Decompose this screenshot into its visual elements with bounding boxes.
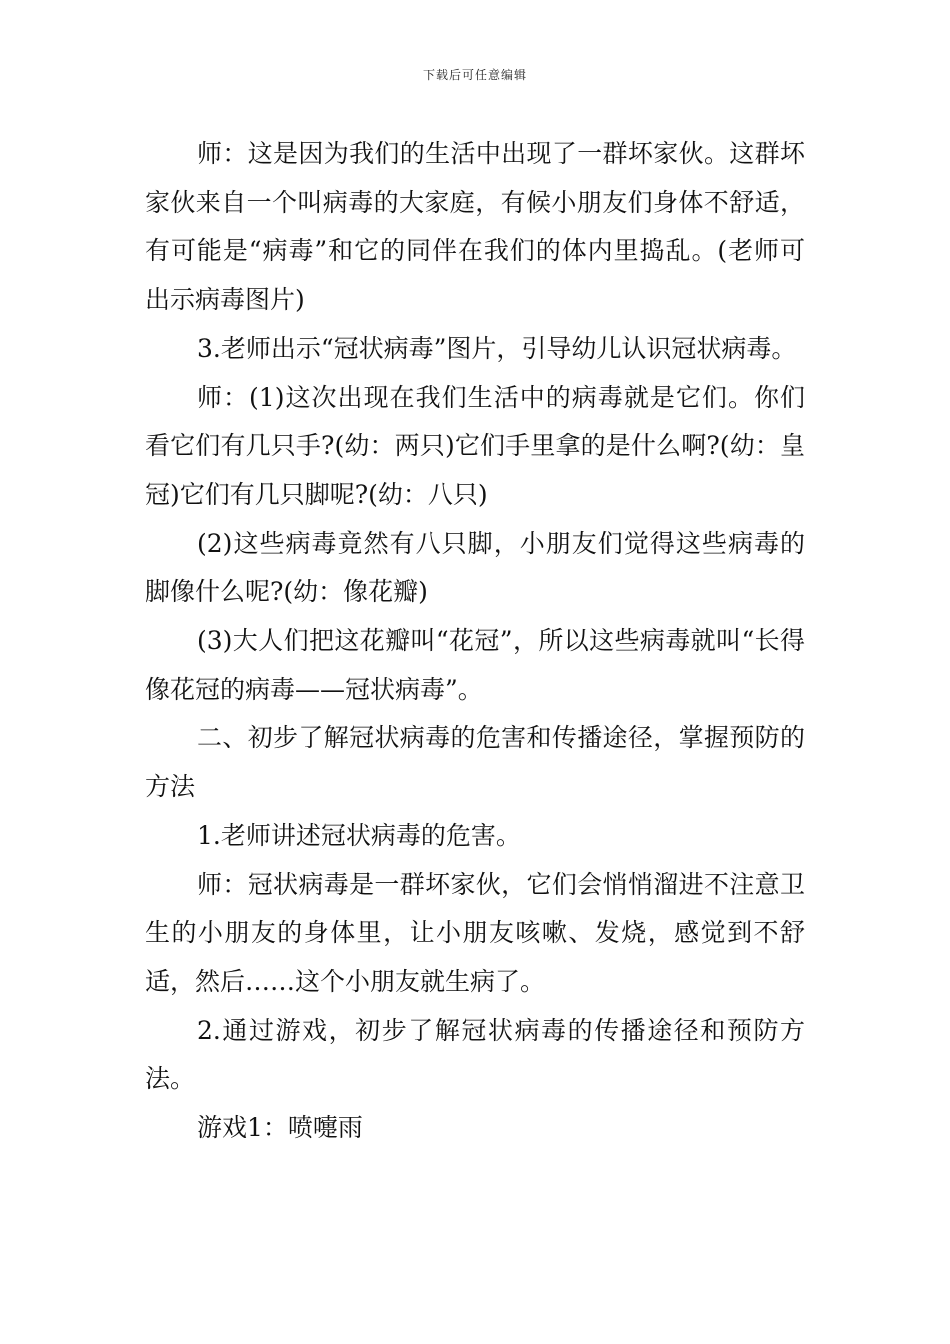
paragraph-question-2: (2)这些病毒竟然有八只脚，小朋友们觉得这些病毒的脚像什么呢?(幼：像花瓣) bbox=[145, 528, 805, 607]
paragraph-teacher-intro: 师：这是因为我们的生活中出现了一群坏家伙。这群坏家伙来自一个叫病毒的大家庭，有候小朋友们身体不舒适，有可能是“病毒”和它的同伴在我们的体内里捣乱。(老师可出示病毒图片) bbox=[145, 139, 805, 315]
page-header: 下载后可任意编辑 bbox=[422, 68, 527, 82]
paragraph-question-3: (3)大人们把这花瓣叫“花冠”，所以这些病毒就叫“长得像花冠的病毒——冠状病毒”。 bbox=[145, 626, 805, 704]
paragraph-step-2: 2.通过游戏，初步了解冠状病毒的传播途径和预防方法。 bbox=[145, 1015, 805, 1094]
paragraph-step-3: 3.老师出示“冠状病毒”图片，引导幼儿认识冠状病毒。 bbox=[197, 333, 797, 363]
paragraph-teacher-harm: 师：冠状病毒是一群坏家伙，它们会悄悄溜进不注意卫生的小朋友的身体里，让小朋友咳嗽、发烧，感觉到不舒适，然后……这个小朋友就生病了。 bbox=[145, 869, 805, 996]
paragraph-game-1: 游戏1：喷嚏雨 bbox=[197, 1113, 363, 1143]
paragraph-step-1: 1.老师讲述冠状病毒的危害。 bbox=[197, 820, 521, 850]
section-heading-2: 二、初步了解冠状病毒的危害和传播途径，掌握预防的方法 bbox=[145, 723, 805, 802]
document-body bbox=[145, 130, 805, 1153]
paragraph-teacher-question-1: 师：(1)这次出现在我们生活中的病毒就是它们。你们看它们有几只手?(幼：两只)它们手里拿的是什么啊?(幼：皇冠)它们有几只脚呢?(幼：八只) bbox=[145, 382, 805, 509]
